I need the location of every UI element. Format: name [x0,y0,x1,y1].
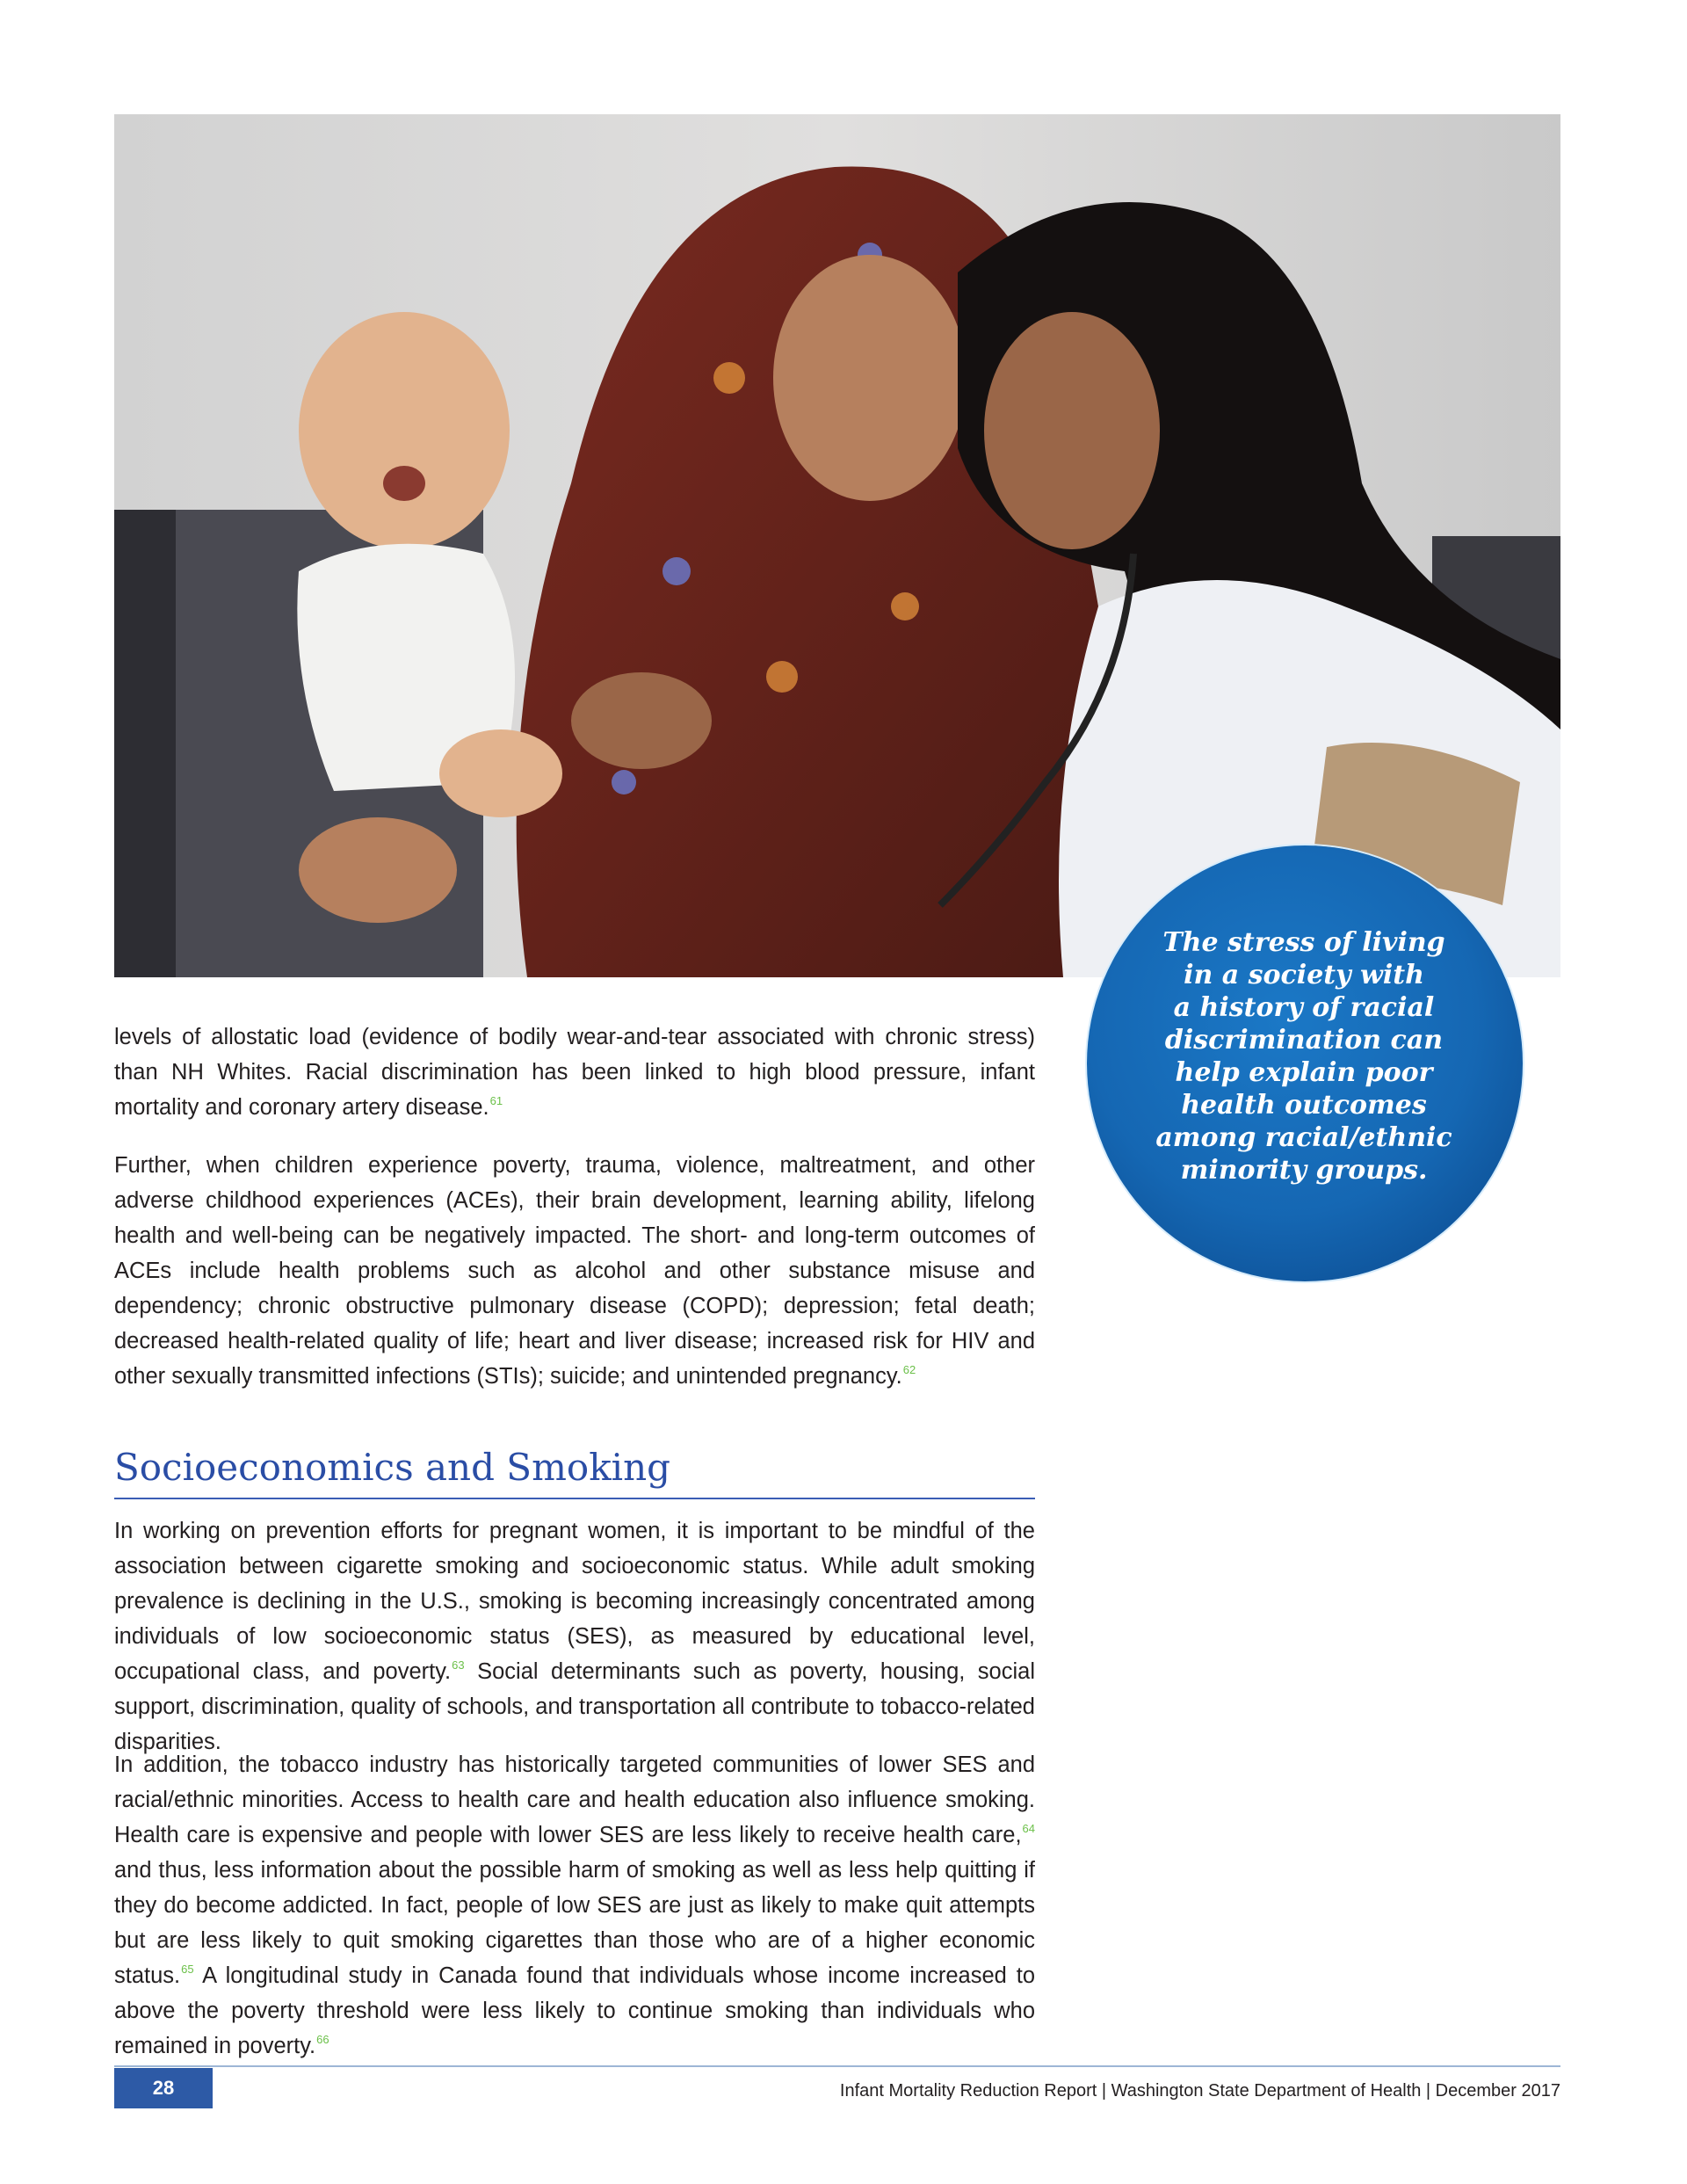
footnote-ref[interactable]: 66 [316,2033,329,2046]
paragraph-text: Social determinants such as poverty, housing, social support, discrimination, quality of schools, and transportation all contribute to tobacco-related disparities. [114,1659,1036,1754]
pull-quote-line: discrimination can [1164,1025,1444,1056]
paragraph-smoking-ses [114,1513,1035,1760]
page-number: 28 [114,2068,213,2108]
paragraph-aces [114,1148,1035,1394]
paragraph-allostatic-load [114,1019,1035,1125]
footnote-ref[interactable]: 65 [181,1963,194,1976]
pull-quote-line: in a society with [1184,960,1424,990]
footnote-ref[interactable]: 64 [1022,1822,1035,1835]
footer-text: Infant Mortality Reduction Report | Washington State Department of Health | December 2017 [839,2081,1560,2101]
paragraph-text: In working on prevention efforts for pregnant women, it is important to be mindful of the association between cigarette smoking and socioeconomic status. While adult smoking prevalence is declining in the U.S., smoking is becoming increasingly concentrated among individuals of low socioeconomic status (SES), as measured by educational level, occupational class, and poverty. [114,1519,1035,1684]
footnote-ref[interactable]: 61 [489,1094,503,1107]
footnote-ref[interactable]: 62 [902,1363,916,1376]
footnote-ref[interactable]: 63 [452,1658,465,1672]
pull-quote-line: health outcomes [1181,1090,1427,1121]
pull-quote-line: among racial/ethnic [1155,1122,1452,1153]
photo-illustration [114,114,1560,977]
pull-quote-line: a history of racial [1173,992,1435,1023]
pull-quote-line: help explain poor [1175,1057,1433,1088]
paragraph-text: In addition, the tobacco industry has historically targeted communities of lower SES and racial/ethnic minorities. Access to health care and health education also influence smoking. Health care is expensive and people with lower SES are less likely to receive health care, [114,1752,1035,1847]
paragraph-text: A longitudinal study in Canada found that individuals whose income increased to above the poverty threshold were less likely to continue smoking than individuals who remained in poverty. [114,1963,1035,2058]
pull-quote-line: minority groups. [1180,1155,1428,1186]
paragraph-text: and thus, less information about the possible harm of smoking as well as less help quitting if they do become addicted. In fact, people of low SES are just as likely to make quit attempts but are less likely to quit smoking cigarettes than those who are of a higher economic status. [114,1858,1035,1988]
heading-divider [114,1498,1035,1499]
section-heading: Socioeconomics and Smoking [114,1446,671,1489]
paragraph-text: Further, when children experience poverty, trauma, violence, maltreatment, and other adverse childhood experiences (ACEs), their brain development, learning ability, lifelong health and well-being can be negatively impacted. The short- and long-term outcomes of ACEs include health problems such as alcohol and other substance misuse and dependency; chronic obstructive pulmonary disease (COPD); depression; fetal death; decreased health-related quality of life; heart and liver disease; increased risk for HIV and other sexually transmitted infections (STIs); suicide; and unintended pregnancy. [114,1153,1035,1389]
pull-quote-line: The stress of living [1162,927,1445,958]
hero-photo [114,114,1560,977]
pull-quote [1127,926,1481,1186]
paragraph-tobacco-industry [114,1747,1035,2064]
paragraph-text: levels of allostatic load (evidence of bodily wear-and-tear associated with chronic stress) than NH Whites. Racial discrimination has been linked to high blood pressure, infant mortality and coronary artery disease. [114,1025,1035,1120]
footer-divider [114,2065,1560,2067]
